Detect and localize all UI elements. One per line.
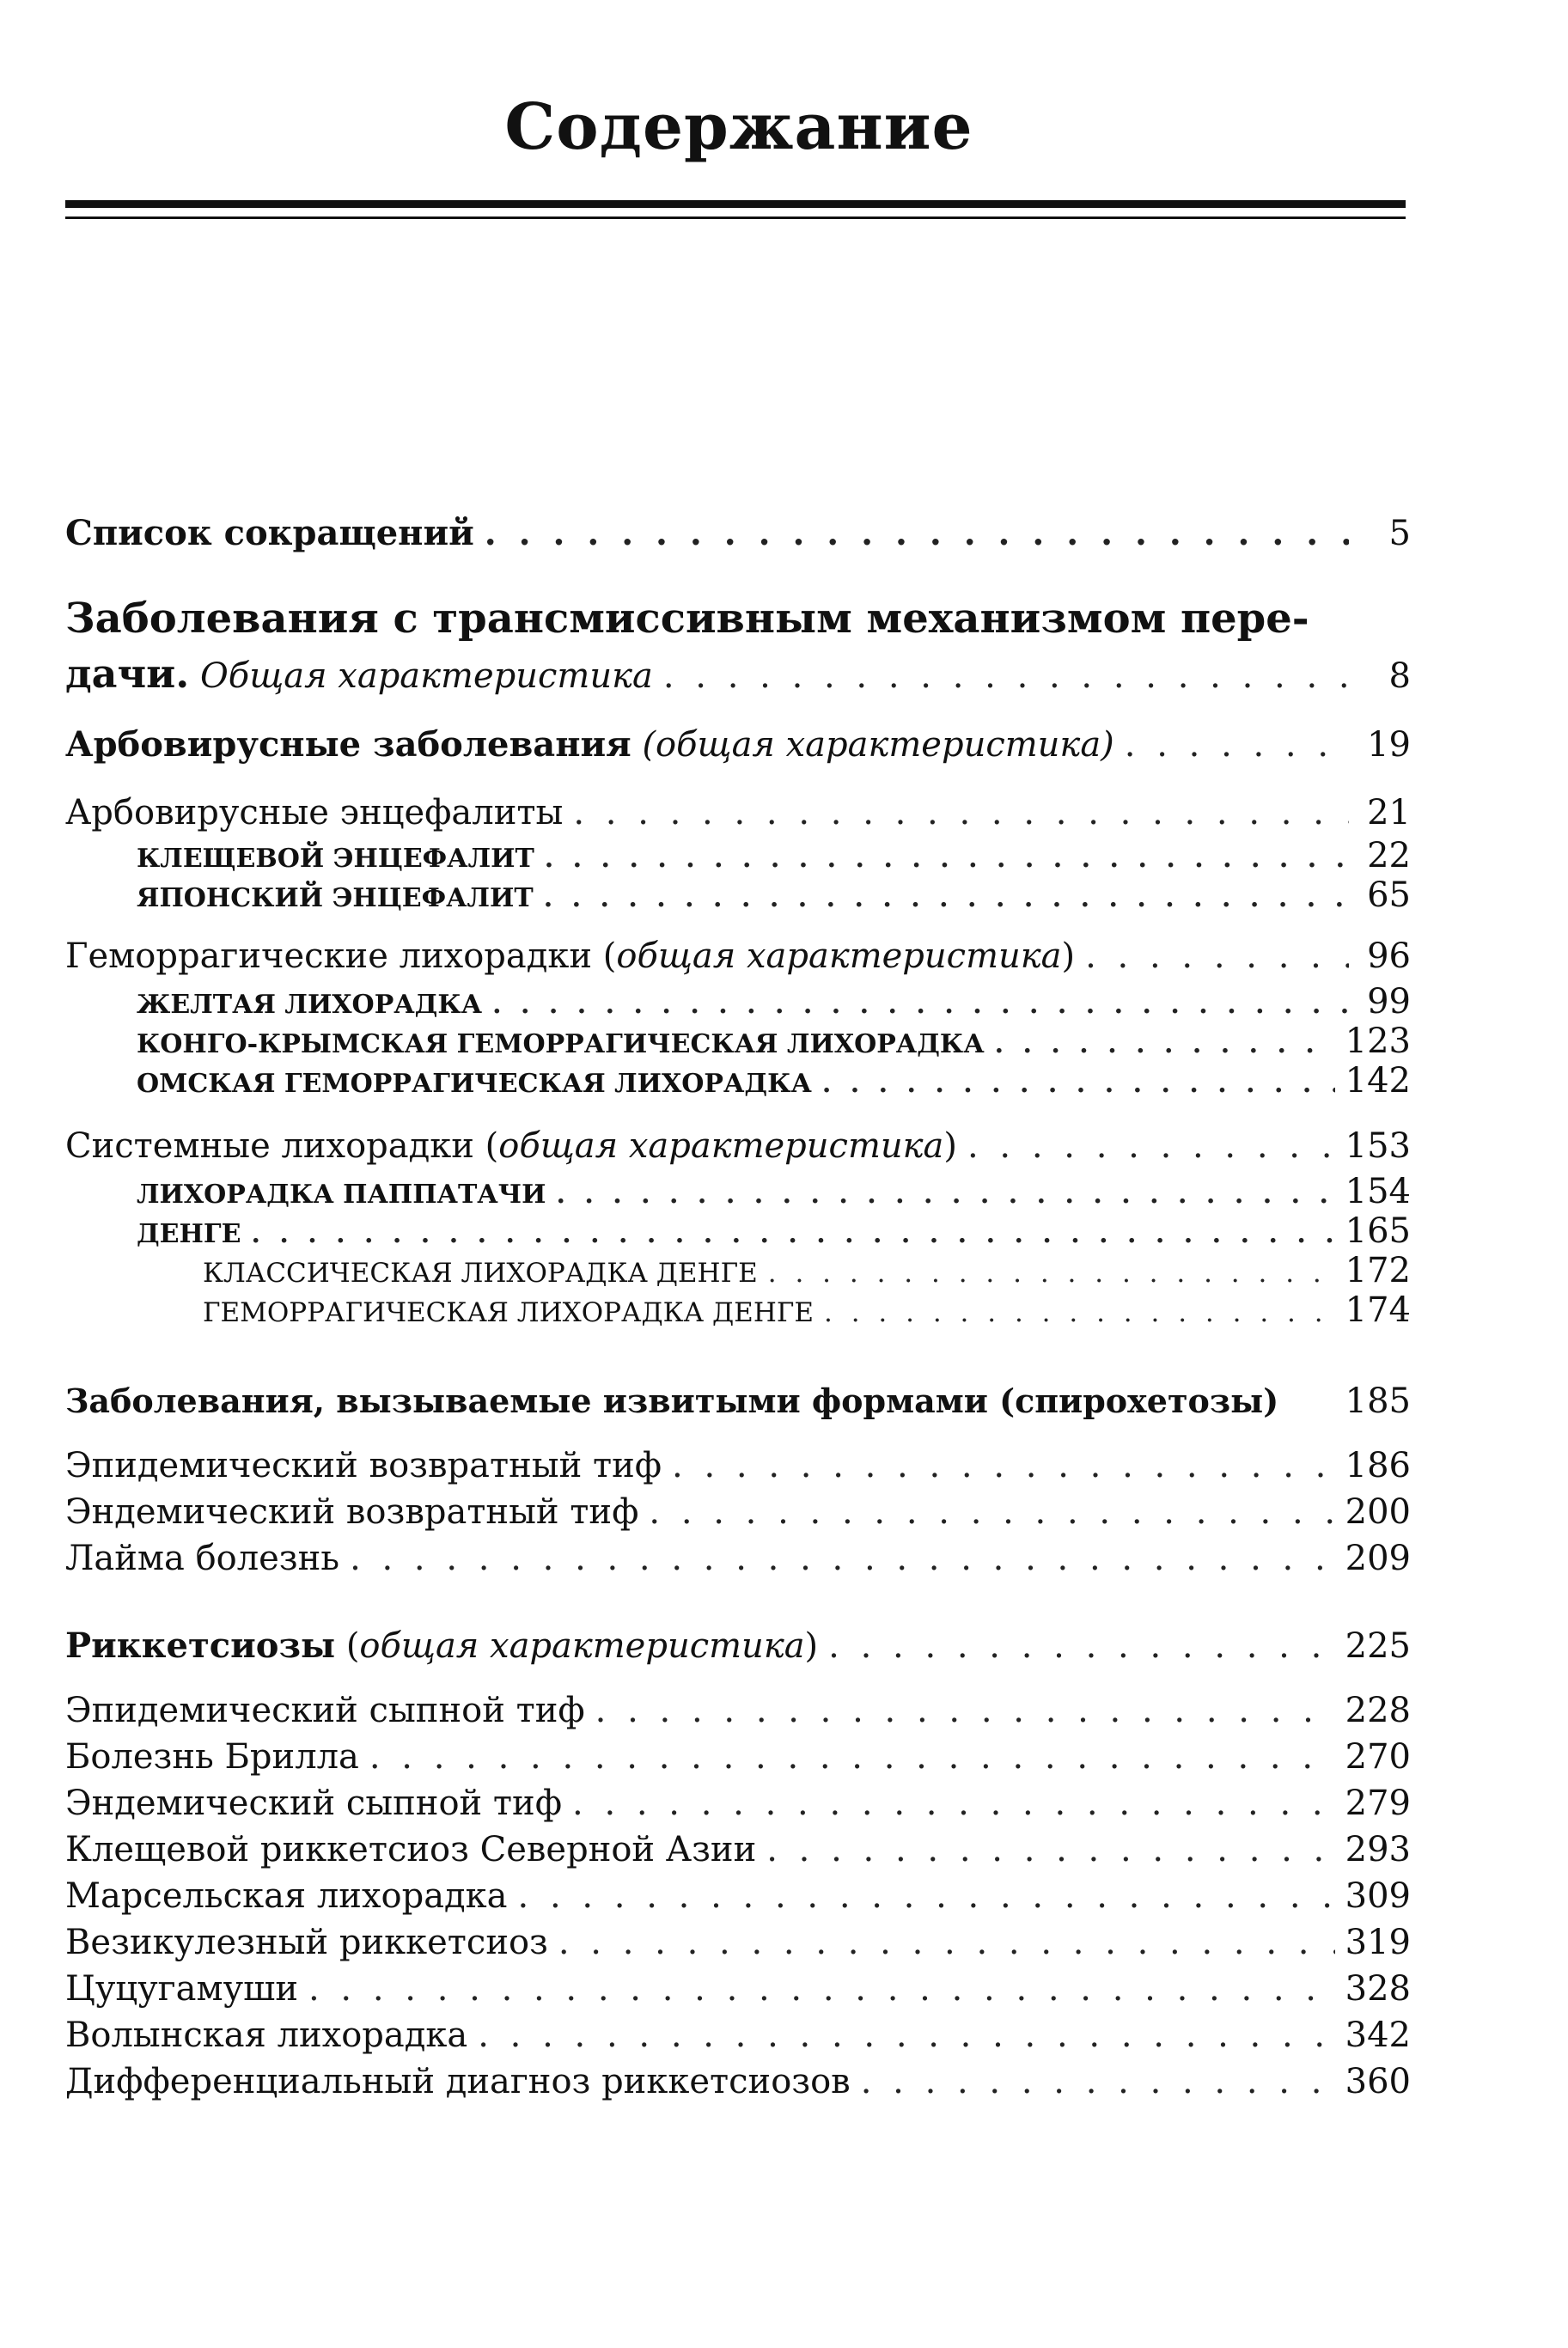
toc-entry-lyme[interactable]: Лайма болезнь . . . 209 bbox=[65, 1539, 1411, 1578]
page-title: Содержание bbox=[504, 90, 973, 164]
toc-entry-tick-encephalitis[interactable]: КЛЕЩЕВОЙ ЭНЦЕФАЛИТ . . . 22 bbox=[65, 836, 1411, 875]
toc-entry-dengue-classic[interactable]: КЛАССИЧЕСКАЯ ЛИХОРАДКА ДЕНГЕ . . . 172 bbox=[65, 1251, 1411, 1290]
toc-entry-rickettsioses[interactable]: Риккетсиозы (общая характеристика) . . . 225 bbox=[65, 1625, 1411, 1666]
toc-entry-yellow-fever[interactable]: ЖЕЛТАЯ ЛИХОРАДКА . . . 99 bbox=[65, 982, 1411, 1022]
toc-entry-abbreviations[interactable]: Список сокращений . . . 5 bbox=[65, 513, 1411, 553]
toc-entry-dengue-hemorrhagic[interactable]: ГЕМОРРАГИЧЕСКАЯ ЛИХОРАДКА ДЕНГЕ . . . 174 bbox=[65, 1290, 1411, 1330]
toc-entry-omsk[interactable]: ОМСКАЯ ГЕМОРРАГИЧЕСКАЯ ЛИХОРАДКА . . . 142 bbox=[65, 1061, 1411, 1101]
toc-entry-congo-crimean[interactable]: КОНГО-КРЫМСКАЯ ГЕМОРРАГИЧЕСКАЯ ЛИХОРАДКА . . . 123 bbox=[65, 1022, 1411, 1061]
toc-entry-endemic-relapsing-fever[interactable]: Эндемический возвратный тиф . . . 200 bbox=[65, 1492, 1411, 1532]
toc-entry-volhynian-fever[interactable]: Волынская лихорадка . . . 342 bbox=[65, 2016, 1411, 2055]
toc-entry-dengue[interactable]: ДЕНГЕ . . . 165 bbox=[65, 1211, 1411, 1251]
toc-entry-transmissive[interactable]: дачи. Общая характеристика . . . 8 bbox=[65, 650, 1411, 697]
toc-entry-spirochetoses[interactable]: Заболевания, вызываемые извитыми формами (спирохетозы) 185 bbox=[65, 1381, 1411, 1421]
toc-entry-arbo-encephalitis[interactable]: Арбовирусные энцефалиты . . . 21 bbox=[65, 793, 1411, 832]
toc-entry-brill[interactable]: Болезнь Брилла . . . 270 bbox=[65, 1737, 1411, 1777]
toc-entry-tsutsugamushi[interactable]: Цуцугамуши . . . 328 bbox=[65, 1969, 1411, 2009]
toc-entry-marseille-fever[interactable]: Марсельская лихорадка . . . 309 bbox=[65, 1876, 1411, 1916]
toc-entry-endemic-typhus[interactable]: Эндемический сыпной тиф . . . 279 bbox=[65, 1784, 1411, 1823]
toc-entry-japanese-encephalitis[interactable]: ЯПОНСКИЙ ЭНЦЕФАЛИТ . . . 65 bbox=[65, 875, 1411, 915]
toc-entry-systemic-fevers[interactable]: Системные лихорадки (общая характеристика) . . . 153 bbox=[65, 1126, 1411, 1166]
title-rule-thin bbox=[65, 217, 1406, 219]
toc-entry-transmissive-line1[interactable]: Заболевания с трансмиссивным механизмом пере- bbox=[65, 595, 1309, 643]
toc-entry-tick-rickettsiosis[interactable]: Клещевой риккетсиоз Северной Азии . . . 293 bbox=[65, 1830, 1411, 1869]
toc-entry-epidemic-typhus[interactable]: Эпидемический сыпной тиф . . . 228 bbox=[65, 1691, 1411, 1730]
toc-entry-pappataci[interactable]: ЛИХОРАДКА ПАППАТАЧИ . . . 154 bbox=[65, 1172, 1411, 1211]
toc-entry-differential-diagnosis[interactable]: Дифференциальный диагноз риккетсиозов . . . 360 bbox=[65, 2062, 1411, 2101]
toc-entry-vesicular-rickettsiosis[interactable]: Везикулезный риккетсиоз . . . 319 bbox=[65, 1923, 1411, 1962]
title-rule-thick bbox=[65, 200, 1406, 208]
toc-entry-epidemic-relapsing-fever[interactable]: Эпидемический возвратный тиф . . . 186 bbox=[65, 1446, 1411, 1485]
toc-entry-arboviral[interactable]: Арбовирусные заболевания (общая характеристика) . . . 19 bbox=[65, 724, 1411, 765]
toc-entry-hemorrhagic-fevers[interactable]: Геморрагические лихорадки (общая характеристика) . . . 96 bbox=[65, 936, 1411, 976]
